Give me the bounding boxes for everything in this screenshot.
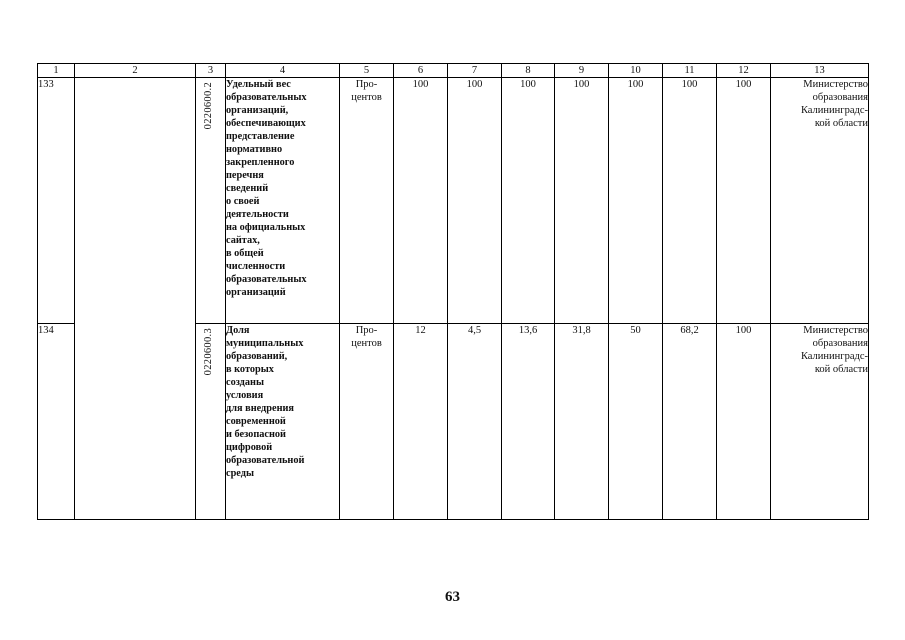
responsible-line: Министерство <box>803 79 868 90</box>
responsible-cell <box>771 78 869 324</box>
value-cell: 4,5 <box>448 324 502 520</box>
unit-cell <box>340 78 394 324</box>
name-line: образований, <box>226 351 288 362</box>
name-line: для внедрения <box>226 403 295 414</box>
unit-cell <box>340 324 394 520</box>
responsible-line: Министерство <box>803 325 868 336</box>
responsible-line: Калининградс- <box>800 105 868 116</box>
name-line: созданы <box>226 377 264 388</box>
row-number: 133 <box>38 78 75 324</box>
value-cell: 100 <box>717 324 771 520</box>
value-cell: 31,8 <box>555 324 609 520</box>
name-line: образовательной <box>226 455 305 466</box>
name-line: среды <box>226 468 254 479</box>
name-line: обеспечивающих <box>226 118 306 129</box>
header-cell: 9 <box>555 64 609 78</box>
header-cell: 10 <box>609 64 663 78</box>
value-cell: 100 <box>555 78 609 324</box>
page-number: 63 <box>445 589 460 605</box>
name-line: и безопасной <box>226 429 286 440</box>
value-cell: 100 <box>717 78 771 324</box>
header-cell: 7 <box>448 64 502 78</box>
responsible-line: Калининградс- <box>800 351 868 362</box>
name-line: закрепленного <box>226 157 295 168</box>
name-line: Доля <box>226 325 250 336</box>
header-row <box>38 64 869 78</box>
unit-line: Про- <box>355 79 378 90</box>
indicator-table <box>37 63 869 520</box>
value-cell: 100 <box>394 78 448 324</box>
value-cell: 13,6 <box>502 324 555 520</box>
name-line: организаций <box>226 287 286 298</box>
value-cell: 100 <box>609 78 663 324</box>
name-line: муниципальных <box>226 338 304 349</box>
value-cell: 100 <box>502 78 555 324</box>
indicator-name <box>226 324 340 520</box>
name-line: нормативно <box>226 144 283 155</box>
value-cell: 68,2 <box>663 324 717 520</box>
header-cell: 6 <box>394 64 448 78</box>
header-cell: 5 <box>340 64 394 78</box>
name-line: сведений <box>226 183 269 194</box>
responsible-cell <box>771 324 869 520</box>
header-cell: 3 <box>196 64 226 78</box>
header-cell: 13 <box>771 64 869 78</box>
name-line: численности <box>226 261 286 272</box>
header-cell: 8 <box>502 64 555 78</box>
name-line: современной <box>226 416 286 427</box>
responsible-line: кой области <box>814 364 868 375</box>
name-line: цифровой <box>226 442 273 453</box>
name-line: в которых <box>226 364 274 375</box>
value-cell: 100 <box>663 78 717 324</box>
unit-line: центов <box>351 92 382 103</box>
header-cell: 1 <box>38 64 75 78</box>
value-cell: 50 <box>609 324 663 520</box>
name-line: деятельности <box>226 209 289 220</box>
row-number: 134 <box>38 324 75 520</box>
name-line: Удельный вес <box>226 79 291 90</box>
indicator-code-cell <box>196 324 226 520</box>
value-cell: 100 <box>448 78 502 324</box>
name-line: условия <box>226 390 264 401</box>
name-line: о своей <box>226 196 260 207</box>
name-line: образовательных <box>226 92 307 103</box>
value-cell: 12 <box>394 324 448 520</box>
header-cell: 11 <box>663 64 717 78</box>
responsible-line: кой области <box>814 118 868 129</box>
header-cell: 2 <box>75 64 196 78</box>
name-line: на официальных <box>226 222 306 233</box>
name-line: образовательных <box>226 274 307 285</box>
unit-line: Про- <box>355 325 378 336</box>
name-line: организаций, <box>226 105 289 116</box>
responsible-line: образования <box>812 92 868 103</box>
name-line: сайтах, <box>226 235 260 246</box>
name-line: перечня <box>226 170 264 181</box>
indicator-code: 0220600.3 <box>203 328 214 376</box>
table-row <box>38 78 869 324</box>
responsible-line: образования <box>812 338 868 349</box>
indicator-code: 0220600.2 <box>203 82 214 130</box>
name-line: представление <box>226 131 295 142</box>
name-line: в общей <box>226 248 264 259</box>
header-cell: 12 <box>717 64 771 78</box>
indicator-code-cell <box>196 78 226 324</box>
unit-line: центов <box>351 338 382 349</box>
indicator-name <box>226 78 340 324</box>
empty-column-2-cell <box>75 78 196 520</box>
header-cell: 4 <box>226 64 340 78</box>
